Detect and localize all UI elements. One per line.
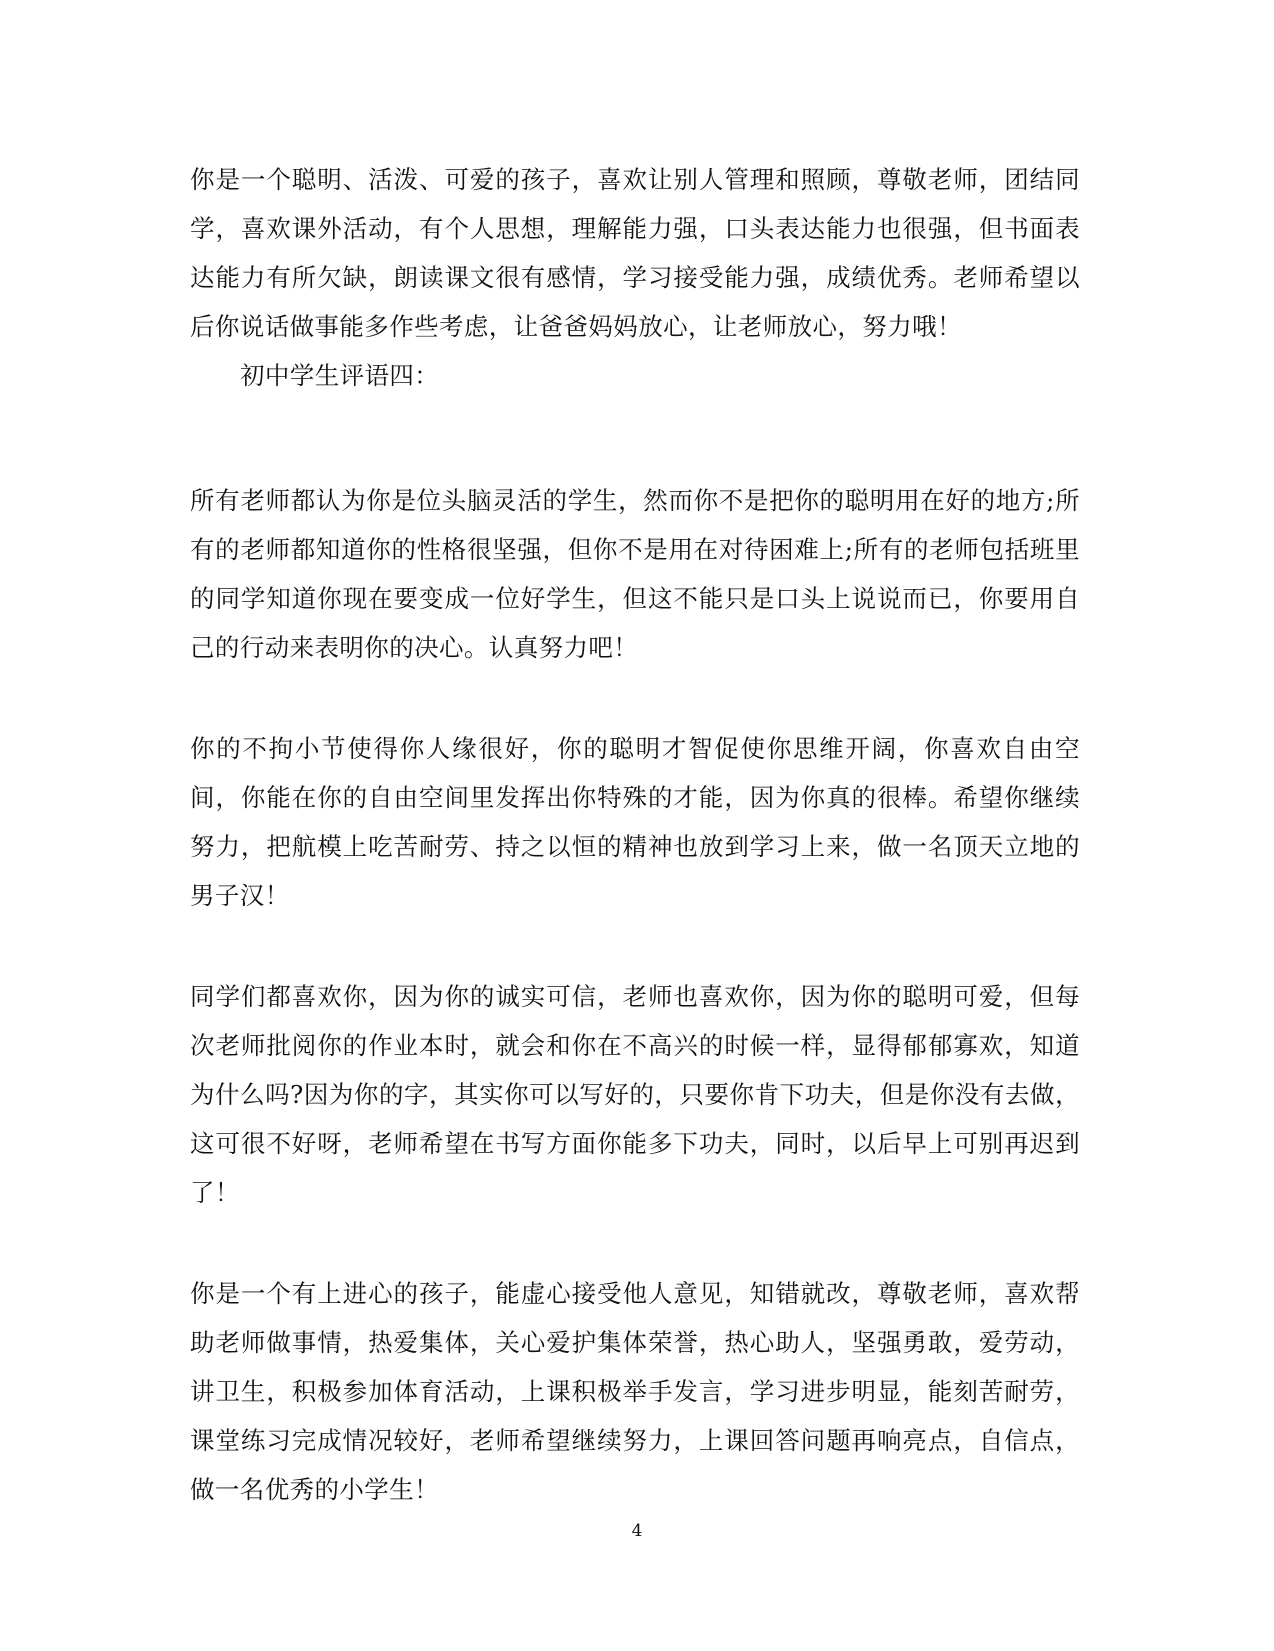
paragraph-comment-intro: 你是一个聪明、活泼、可爱的孩子，喜欢让别人管理和照顾，尊敬老师，团结同学，喜欢课外活动，有个人思想，理解能力强，口头表达能力也很强，但书面表达能力有所欠缺，朗读课文很有感情，学习接受能力强，成绩优秀。老师希望以后你说话做事能多作些考虑，让爸爸妈妈放心，让老师放心，努力哦！	[190, 165, 1080, 341]
paragraph-comment-3: 同学们都喜欢你，因为你的诚实可信，老师也喜欢你，因为你的聪明可爱，但每次老师批阅你的作业本时，就会和你在不高兴的时候一样，显得郁郁寡欢，知道为什么吗?因为你的字，其实你可以写好的，只要你肯下功夫，但是你没有去做，这可很不好呀，老师希望在书写方面你能多下功夫，同时，以后早上可别再迟到了！	[190, 982, 1080, 1207]
document-body	[190, 155, 1080, 1514]
paragraph-comment-4: 你是一个有上进心的孩子，能虚心接受他人意见，知错就改，尊敬老师，喜欢帮助老师做事情，热爱集体，关心爱护集体荣誉，热心助人，坚强勇敢，爱劳动，讲卫生，积极参加体育活动，上课积极举手发言，学习进步明显，能刻苦耐劳，课堂练习完成情况较好，老师希望继续努力，上课回答问题再响亮点，自信点，做一名优秀的小学生！	[190, 1279, 1080, 1504]
page-number: 4	[631, 1521, 643, 1541]
paragraph-comment-1: 所有老师都认为你是位头脑灵活的学生，然而你不是把你的聪明用在好的地方;所有的老师都知道你的性格很坚强，但你不是用在对待困难上;所有的老师包括班里的同学知道你现在要变成一位好学生，但这不能只是口头上说说而已，你要用自己的行动来表明你的决心。认真努力吧！	[190, 486, 1080, 662]
section-heading: 初中学生评语四：	[240, 361, 440, 390]
paragraph-comment-2: 你的不拘小节使得你人缘很好，你的聪明才智促使你思维开阔，你喜欢自由空间，你能在你的自由空间里发挥出你特殊的才能，因为你真的很棒。希望你继续努力，把航模上吃苦耐劳、持之以恒的精神也放到学习上来，做一名顶天立地的男子汉！	[190, 734, 1080, 910]
